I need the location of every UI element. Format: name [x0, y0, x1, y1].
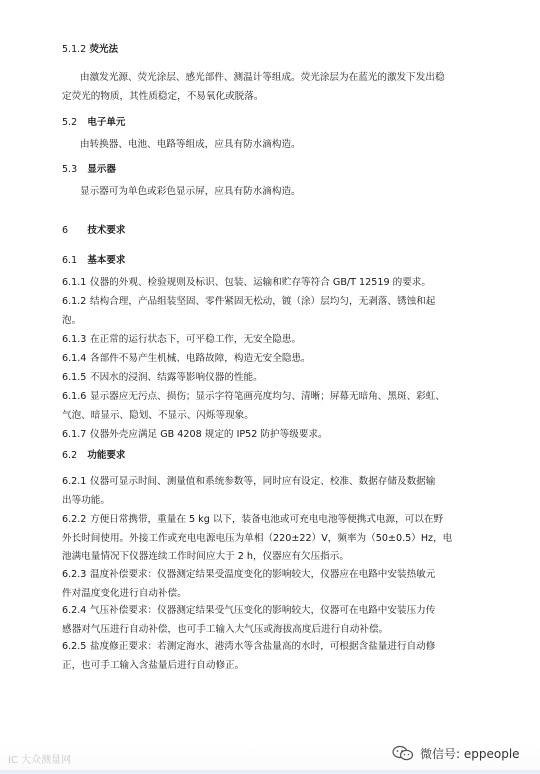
section-title: 基本要求: [87, 255, 126, 266]
item-text: 仪器的外观、检验规则及标识、包装、运输和贮存等符合 GB/T 12519 的要求。: [90, 277, 431, 288]
paragraph-5-2: [80, 136, 500, 155]
item-text: 方便日常携带，重量在 5 kg 以下，装备电池或可充电电池等便携式电源，可以在野: [90, 514, 444, 525]
item-text: 不因水的浸润、结露等影响仪器的性能。: [90, 372, 263, 383]
item-text: 温度补偿要求：仪器测定结果受温度变化的影响较大，仪器应在电路中安装热敏元: [90, 569, 436, 580]
watermark-text: IC 大众测量网: [8, 755, 72, 766]
paragraph-5-1-2: [62, 69, 500, 106]
item-text: 件对温度变化进行自动补偿。: [62, 587, 187, 599]
item-number: 6.2.1: [62, 476, 87, 487]
section-heading-5-3: [62, 164, 116, 176]
paragraph-line: 由转换器、电池、电路等组成，应具有防水滴构造。: [80, 139, 301, 150]
item-number: 6.1.6: [62, 391, 87, 402]
item-text: 出等功能。: [62, 494, 110, 506]
paragraph-5-3: [80, 183, 500, 202]
wechat-icon: [392, 745, 414, 761]
item-text: 感器对气压进行自动补偿，也可手工输入大气压或海拔高度后进行自动补偿。: [62, 623, 389, 635]
wechat-id: 微信号: eppeople: [420, 746, 520, 761]
item-number: 6.1.4: [62, 353, 87, 364]
item-number: 6.1.2: [62, 296, 87, 307]
section-title: 电子单元: [87, 117, 126, 128]
section-heading-5-1-2: [62, 44, 118, 56]
item-6-2-3: [62, 566, 482, 603]
paragraph-line: 由激发光源、荧光涂层、感光部件、测温计等组成。荧光涂层为在蓝光的激发下发出稳: [80, 72, 445, 83]
paragraph-line: 显示器可为单色或彩色显示屏，应具有防水滴构造。: [80, 186, 301, 197]
section-heading-6-1: [62, 255, 125, 267]
item-text: 仪器外壳应满足 GB 4208 规定的 IP52 防护等级要求。: [90, 429, 328, 440]
item-6-1-5: [62, 369, 482, 388]
item-6-1-1: [62, 274, 482, 293]
item-text: 正，也可手工输入含盐量后进行自动修正。: [62, 659, 245, 671]
section-title: 技术要求: [87, 225, 126, 236]
item-number: 6.1.3: [62, 334, 87, 345]
item-number: 6.1.5: [62, 372, 87, 383]
item-6-2-5: [62, 638, 482, 675]
item-number: 6.2.4: [62, 605, 87, 616]
item-6-1-6: [62, 388, 482, 425]
section-title: 显示器: [87, 164, 116, 175]
item-6-2-4: [62, 602, 482, 639]
section-number: 5.1.2: [62, 44, 87, 55]
item-6-1-7: [62, 426, 482, 445]
wechat-badge: [392, 744, 520, 762]
section-number: 5.2: [62, 117, 78, 128]
item-text: 在正常的运行状态下，可平稳工作，无安全隐患。: [90, 334, 302, 345]
bottom-divider: [0, 770, 540, 774]
item-number: 6.1.1: [62, 277, 87, 288]
item-text: 外长时间使用。外接工作或充电电源电压为单相（220±22）V，频率为（50±0.5）Hz，电: [62, 532, 453, 544]
item-text: 结构合理，产品组装坚固、零件紧固无松动，镀（涂）层均匀，无剥落、锈蚀和起: [90, 296, 436, 307]
paragraph-line: 定荧光的物质，其性质稳定，不易氧化或脱落。: [62, 90, 264, 102]
section-number: 6: [62, 225, 69, 236]
item-text: 气压补偿要求：仪器测定结果受气压变化的影响较大，仪器可在电路中安装压力传: [90, 605, 436, 616]
item-6-1-4: [62, 350, 482, 369]
item-6-1-3: [62, 331, 482, 350]
item-text: 显示器应无污点、损伤；显示字符笔画亮度均匀、清晰；屏幕无暗角、黑斑、彩虹、: [90, 391, 445, 402]
item-text: 泡。: [62, 314, 82, 326]
item-text: 气泡、暗显示、隐划、不显示、闪烁等现象。: [62, 409, 254, 421]
item-number: 6.2.5: [62, 641, 87, 652]
section-number: 5.3: [62, 164, 78, 175]
item-number: 6.2.2: [62, 514, 87, 525]
section-title: 荧光法: [89, 44, 119, 55]
section-heading-5-2: [62, 117, 125, 129]
section-title: 功能要求: [87, 450, 126, 461]
item-text: 各部件不易产生机械、电路故障，构造无安全隐患。: [90, 353, 311, 364]
item-6-2-2: [62, 511, 482, 567]
item-text: 盐度修正要求：若测定海水、港湾水等含盐量高的水时，可根据含盐量进行自动修: [90, 641, 436, 652]
item-6-1-2: [62, 293, 482, 330]
item-number: 6.1.7: [62, 429, 87, 440]
item-text: 仪器可显示时间、测量值和系统参数等，同时应有设定、校准、数据存储及数据输: [90, 476, 436, 487]
item-number: 6.2.3: [62, 569, 87, 580]
item-text: 池满电量情况下仪器连续工作时间应大于 2 h，仪器应有欠压指示。: [62, 551, 349, 562]
section-number: 6.1: [62, 255, 78, 266]
item-6-2-1: [62, 473, 482, 510]
section-number: 6.2: [62, 450, 78, 461]
section-heading-6: [62, 225, 125, 237]
section-heading-6-2: [62, 450, 125, 462]
